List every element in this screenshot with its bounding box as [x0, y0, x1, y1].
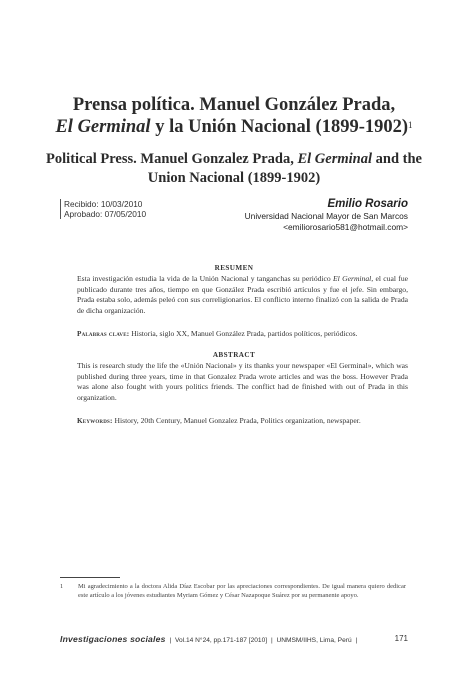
title-spanish-journal-name: El Germinal [55, 117, 151, 137]
title-spanish-line2-rest: y la Unión Nacional (1899-1902) [150, 117, 409, 137]
abstract-heading: ABSTRACT [212, 351, 256, 359]
footer-issn: UNMSM/IIHS, Lima, Perú [276, 637, 352, 644]
title-english-line1 [40, 150, 428, 169]
title-english-journal-name: El Germinal [297, 151, 372, 167]
footer-journal-name: Investigaciones sociales [60, 634, 166, 644]
page-number: 171 [394, 634, 408, 643]
resumen-heading: RESUMEN [214, 264, 254, 272]
title-english [40, 150, 428, 188]
footer-separator: | [355, 637, 358, 644]
submission-dates [60, 199, 146, 219]
footer-separator: | [169, 637, 172, 644]
resumen-text [77, 274, 408, 316]
resumen-keywords-label: Palabras clave: [77, 330, 130, 338]
title-spanish-line2 [40, 116, 428, 138]
abstract-keywords-list: History, 20th Century, Manuel Gonzalez Prada, Politics organization, newspaper. [112, 416, 361, 425]
author-name: Emilio Rosario [327, 198, 408, 210]
abstract-keywords [77, 416, 408, 427]
author-email[interactable]: <emiliorosario581@hotmail.com> [283, 222, 408, 232]
footnote [60, 582, 408, 600]
footnote-number: 1 [60, 583, 64, 590]
footer-volume: Vol.14 N°24, pp.171-187 [2010] [175, 637, 268, 644]
abstract-text: This is research study the life the «Unión Nacional» y its thanks your newspaper «El Germinal», which was published during three years, time in that Gonzalez Prada wrote articles and was the boss. However Prada was alone also fought with yours politics friends. The conflict had de finished with out of Prada in this organization. [77, 361, 408, 402]
title-spanish [40, 94, 428, 138]
page-footer [60, 634, 408, 646]
approved-date: Aprobado: 07/05/2010 [64, 209, 147, 219]
resumen-keywords-list: Historia, siglo XX, Manuel González Prada, partidos políticos, periódicos. [129, 329, 358, 338]
abstract-keywords-label: Keywords: [77, 417, 113, 425]
received-date: Recibido: 10/03/2010 [64, 199, 143, 209]
title-footnote-mark[interactable]: 1 [408, 120, 413, 130]
title-spanish-line1: Prensa política. Manuel González Prada, [72, 95, 396, 115]
resumen-text-pre: Esta investigación estudia la vida de la Unión Nacional y tanganchas su periódico [77, 274, 334, 283]
resumen-keywords [77, 329, 408, 340]
title-english-line1-pre: Political Press. Manuel Gonzalez Prada, [46, 151, 298, 167]
resumen-text-journal: El Germinal [333, 274, 372, 283]
author-affiliation: Universidad Nacional Mayor de San Marcos [244, 211, 408, 221]
author-block [245, 197, 408, 233]
footnote-rule [60, 577, 120, 578]
title-english-line1-post: and the [372, 151, 422, 167]
footer-separator: | [270, 637, 273, 644]
title-english-line2: Union Nacional (1899-1902) [147, 170, 321, 186]
footnote-text: Mi agradecimiento a la doctora Alida Díaz Escobar por las apreciaciones correspondientes. De igual manera quiero dedicar este artículo a los jóvenes estudiantes Myriam Gómez y César Nazapoque Suárez por su permanente apoyo. [78, 583, 406, 599]
resumen-text-post: , el cual fue publicado durante tres años, tiempo en que González Prada escribió artículos y fue el jefe. Sin embargo, Prada estaba solo, además peleó con sus correligionarios. El conflicto interno finalizó con la salida de Prada de dicha organización. [77, 274, 408, 315]
